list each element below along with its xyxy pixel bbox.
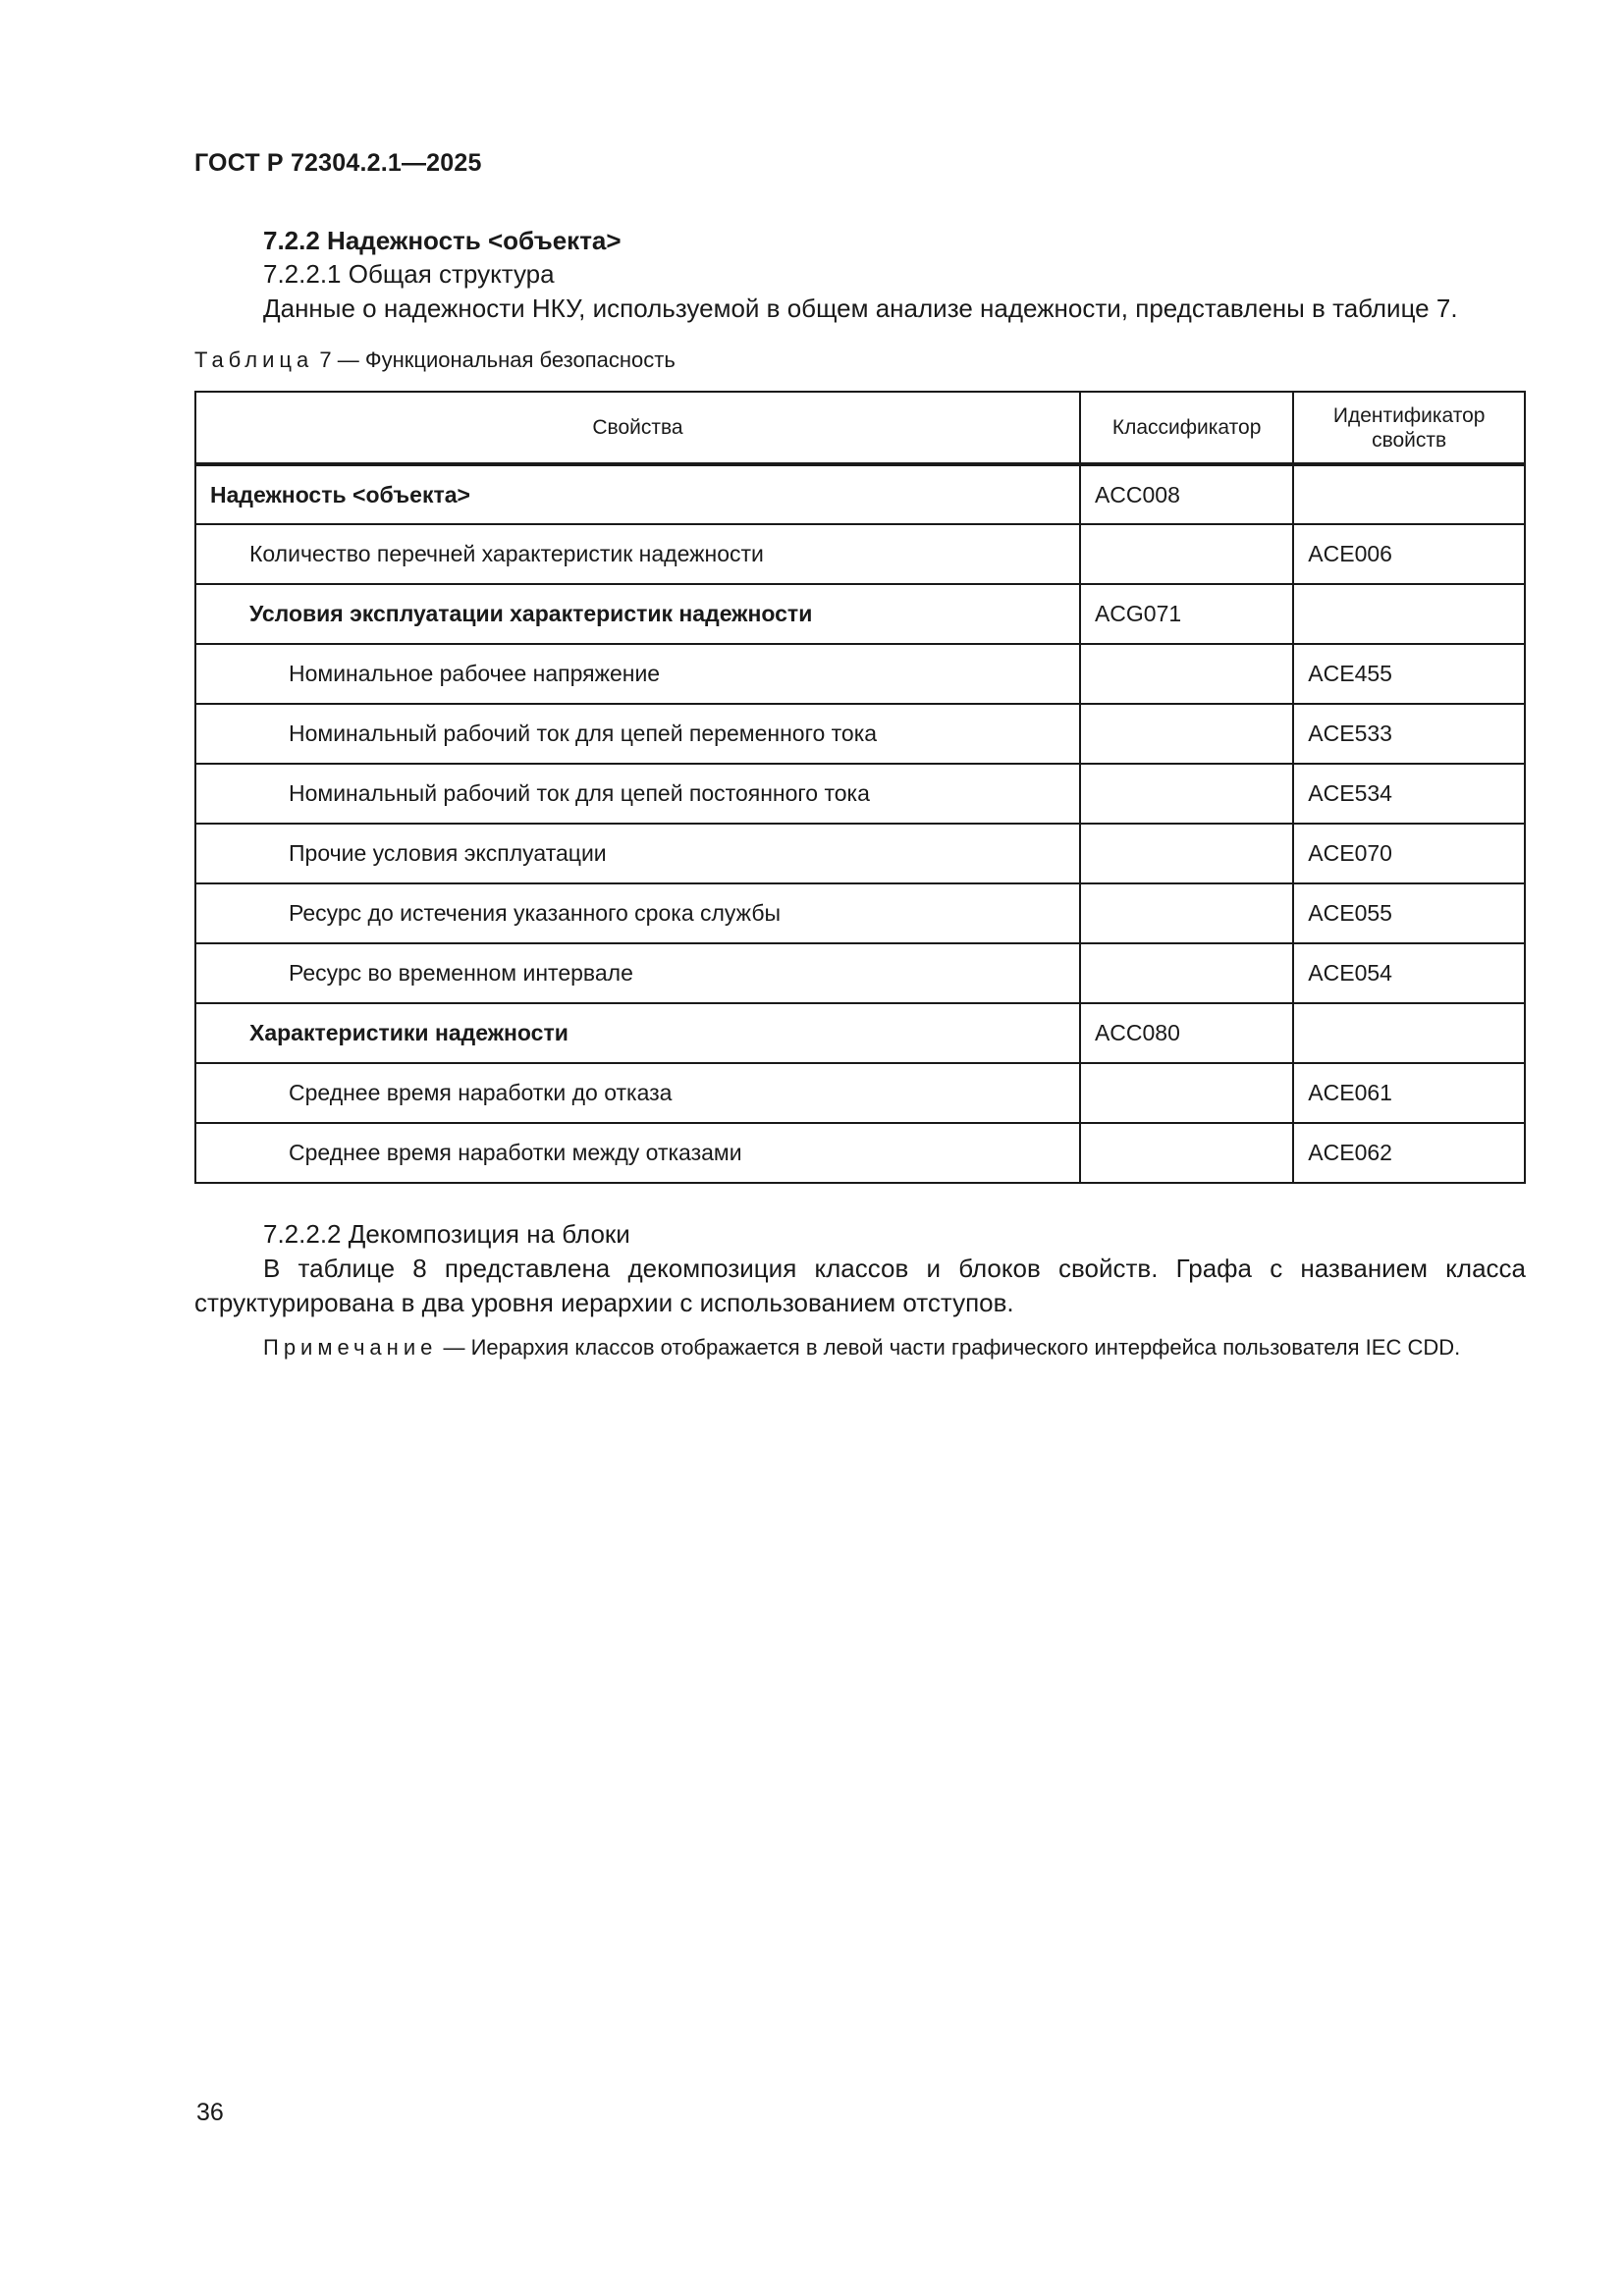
identifier-cell: ACE534 (1293, 764, 1525, 824)
table-row (195, 584, 1525, 644)
property-cell: Среднее время наработки до отказа (195, 1063, 1080, 1123)
column-header-classifier: Классификатор (1080, 392, 1293, 464)
classifier-cell: ACG071 (1080, 584, 1293, 644)
property-cell: Количество перечней характеристик надежности (195, 524, 1080, 584)
property-cell: Номинальный рабочий ток для цепей переменного тока (195, 704, 1080, 764)
properties-table (194, 391, 1526, 1184)
note-label: Примечание (263, 1335, 438, 1360)
property-cell: Ресурс до истечения указанного срока службы (195, 883, 1080, 943)
property-cell: Надежность <объекта> (195, 464, 1080, 524)
classifier-cell: ACC008 (1080, 464, 1293, 524)
property-cell: Номинальный рабочий ток для цепей постоянного тока (195, 764, 1080, 824)
table-row (195, 524, 1525, 584)
page-number: 36 (196, 2099, 224, 2126)
column-header-properties: Свойства (195, 392, 1080, 464)
property-cell: Условия эксплуатации характеристик надежности (195, 584, 1080, 644)
classifier-cell (1080, 1123, 1293, 1183)
note (194, 1333, 1526, 1362)
table-row (195, 943, 1525, 1003)
identifier-cell (1293, 464, 1525, 524)
identifier-cell: ACE054 (1293, 943, 1525, 1003)
table-row (195, 1063, 1525, 1123)
identifier-cell: ACE061 (1293, 1063, 1525, 1123)
classifier-cell: ACC080 (1080, 1003, 1293, 1063)
classifier-cell (1080, 824, 1293, 883)
document-header: ГОСТ Р 72304.2.1—2025 (194, 149, 482, 177)
table-caption-text: 7 — Функциональная безопасность (313, 347, 676, 372)
identifier-cell: ACE455 (1293, 644, 1525, 704)
identifier-cell: ACE062 (1293, 1123, 1525, 1183)
identifier-cell: ACE006 (1293, 524, 1525, 584)
classifier-cell (1080, 943, 1293, 1003)
table-header-row (195, 392, 1525, 464)
classifier-cell (1080, 1063, 1293, 1123)
property-cell: Ресурс во временном интервале (195, 943, 1080, 1003)
subsection-title: 7.2.2.1 Общая структура (263, 259, 555, 289)
table-row (195, 764, 1525, 824)
note-text: — Иерархия классов отображается в левой части графического интерфейса пользователя IEC CDD. (437, 1335, 1461, 1360)
table-caption (194, 347, 676, 373)
table-row (195, 1003, 1525, 1063)
column-header-identifier: Идентификатор свойств (1293, 392, 1525, 464)
identifier-cell: ACE055 (1293, 883, 1525, 943)
table-row (195, 644, 1525, 704)
section-title: 7.2.2 Надежность <объекта> (263, 226, 622, 255)
table-row (195, 824, 1525, 883)
classifier-cell (1080, 644, 1293, 704)
property-cell: Характеристики надежности (195, 1003, 1080, 1063)
property-cell: Прочие условия эксплуатации (195, 824, 1080, 883)
identifier-cell: ACE070 (1293, 824, 1525, 883)
table-row (195, 464, 1525, 524)
table-row (195, 1123, 1525, 1183)
classifier-cell (1080, 524, 1293, 584)
classifier-cell (1080, 883, 1293, 943)
paragraph: В таблице 8 представлена декомпозиция классов и блоков свойств. Графа с названием класса структурирована в два уровня иерархии с использованием отступов. (194, 1254, 1526, 1317)
property-cell: Среднее время наработки между отказами (195, 1123, 1080, 1183)
table-caption-label: Таблица (194, 347, 314, 372)
identifier-cell: ACE533 (1293, 704, 1525, 764)
classifier-cell (1080, 764, 1293, 824)
property-cell: Номинальное рабочее напряжение (195, 644, 1080, 704)
table-row (195, 704, 1525, 764)
identifier-cell (1293, 584, 1525, 644)
identifier-cell (1293, 1003, 1525, 1063)
subsection-title: 7.2.2.2 Декомпозиция на блоки (263, 1219, 630, 1249)
classifier-cell (1080, 704, 1293, 764)
paragraph: Данные о надежности НКУ, используемой в общем анализе надежности, представлены в таблице 7. (263, 294, 1458, 323)
table-row (195, 883, 1525, 943)
